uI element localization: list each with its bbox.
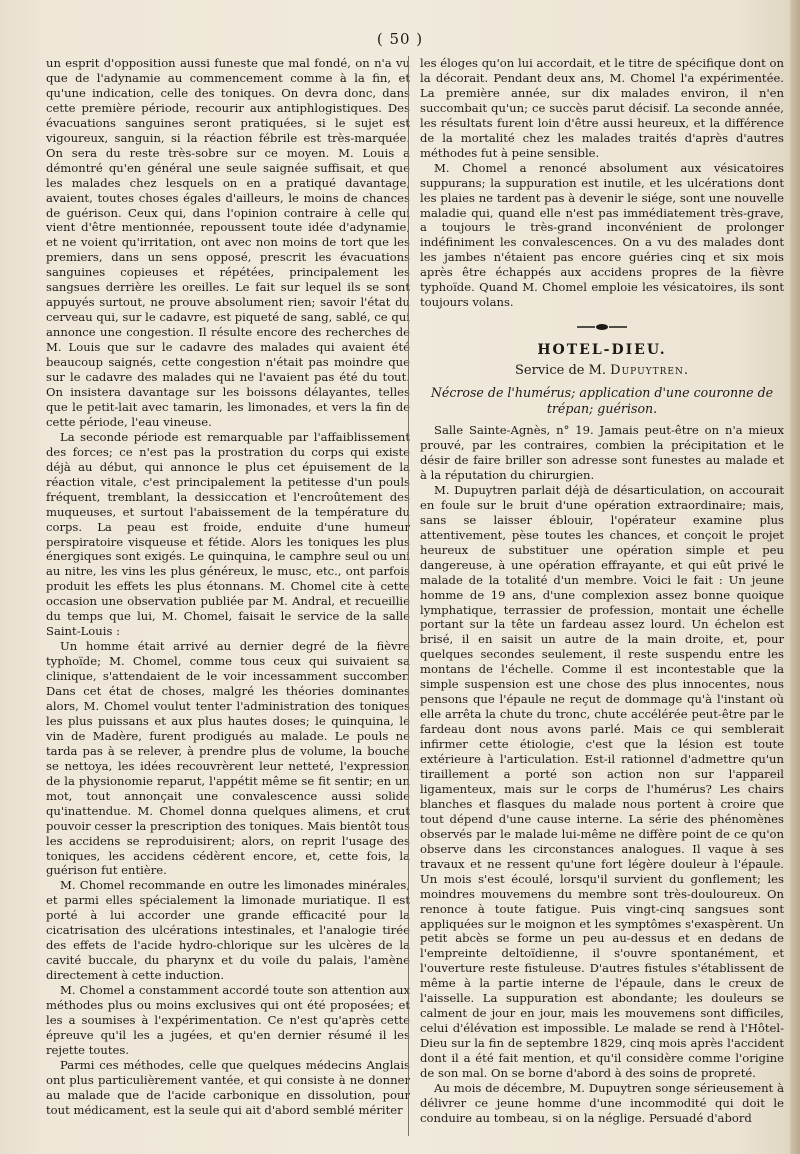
service-prefix: Service de M. xyxy=(515,363,607,379)
left-paragraph-6: Parmi ces méthodes, celle que quelques médecins Anglais ont plus particulièrement vantée, et qui consiste à ne donner au malade que de l'acide carbonique en dissolution, pour tout médicament, est la seule qui ait d'abord semblé mériter xyxy=(46,1057,410,1117)
right-paragraph-2: M. Chomel a renoncé absolument aux vésicatoires suppurans; la suppuration est inutile, et les ulcérations dont les plaies ne tardent pas à devenir le siége, sont une nouvelle maladie qui, quand elle n'est pas immédiatement très-grave, a toujours le très-grand inconvénient de prolonger indéfiniment les convalescences. On a vu des malades dont les jambes n'étaient pas encore guéries cinq et six mois après être échappés aux accidens propres de la fièvre typhoïde. Quand M. Chomel emploie les vésicatoires, ils sont toujours volans. xyxy=(420,160,784,310)
case-title: Nécrose de l'humérus; application d'une couronne de trépan; guérison. xyxy=(430,385,774,417)
right-column xyxy=(420,56,784,1126)
column-divider xyxy=(408,56,409,1136)
section-ornament xyxy=(420,320,784,335)
left-paragraph-3: Un homme était arrivé au dernier degré de la fièvre typhoïde; M. Chomel, comme tous ceux qui suivaient sa clinique, s'attendaient de le voir incessamment succomber. Dans cet état de choses, malgré les théories dominantes alors, M. Chomel voulut tenter l'administration des toniques les plus puissans et aux plus hautes doses; le quinquina, le vin de Madère, furent prodigués au malade. Le pouls ne tarda pas à se relever, à prendre plus de volume, la bouche se nettoya, les idées recouvrèrent leur netteté, l'expression de la physionomie reparut, l'appétit même se fit sentir; en un mot, tout annonçait une convalescence aussi solide qu'inattendue. M. Chomel donna quelques alimens, et crut pouvoir cesser la prescription des toniques. Mais bientôt tous les accidens se reproduisirent; alors, on reprit l'usage des toniques, les accidens cédèrent encore, et, cette fois, la guérison fut entière. xyxy=(46,639,410,878)
case-paragraph-3: Au mois de décembre, M. Dupuytren songe sérieusement à délivrer ce jeune homme d'une incommodité qui doit le conduire au tombeau, si on la néglige. Persuadé d'abord xyxy=(420,1081,784,1125)
left-paragraph-2: La seconde période est remarquable par l'affaiblissement des forces; ce n'est pas la prostration du corps qui existe déjà au début, qui annonce le plus cet épuisement de la réaction vitale, c'est principalement la petitesse d'un pouls fréquent, tremblant, la dessiccation et l'encroûtement des muqueuses, et surtout l'abaissement de la température du corps. La peau est froide, enduite d'une humeur perspiratoire visqueuse et fétide. Alors les toniques les plus énergiques sont exigés. Le quinquina, le camphre seul ou uni au nitre, les vins les plus généreux, le musc, etc., ont parfois produit les effets les plus étonnans. M. Chomel cite à cette occasion une observation publiée par M. Andral, et recueillie du temps que lui, M. Chomel, faisait le service de la salle Saint-Louis : xyxy=(46,429,410,639)
left-column xyxy=(46,56,410,1118)
left-paragraph-5: M. Chomel a constamment accordé toute son attention aux méthodes plus ou moins exclusives qui ont été proposées; et les a soumises à l'expérimentation. Ce n'est qu'après cette épreuve qu'il les a jugées, et qu'en dernier résumé il les rejette toutes. xyxy=(46,983,410,1057)
page-binding-edge xyxy=(790,0,800,1154)
left-paragraph-1: un esprit d'opposition aussi funeste que mal fondé, on n'a vu que de l'adynamie au commencement comme à la fin, et qu'une indication, celle des toniques. On devra donc, dans cette première période, recourir aux antiphlogistiques. Des évacuations sanguines seront pratiquées, si le sujet est vigoureux, sanguin, si la réaction fébrile est très-marquée. On sera du reste très-sobre sur ce moyen. M. Louis a démontré qu'en général une seule saignée suffisait, et que les malades chez lesquels on en a pratiqué davantage, avaient, toutes choses égales d'ailleurs, le moins de chances de guérison. Ceux qui, dans l'opinion contraire à celle qui vient d'être mentionnée, repoussent toute idée d'adynamie, et ne voient qu'irritation, ont avec non moins de tort que les premiers, dans un sens opposé, prescrit les évacuations sanguines copieuses et répétées, principalement les sangsues derrière les oreilles. Le fait sur lequel ils se sont appuyés surtout, ne prouve absolument rien; savoir l'état du cerveau qui, sur le cadavre, est piqueté de sang, sablé, ce qui annonce une congestion. Il résulte encore des recherches de M. Louis que sur le cadavre des malades qui avaient été beaucoup saignés, cette congestion n'était pas moindre que sur le cadavre des malades qui ne l'avaient pas été du tout. On insistera davantage sur les boissons délayantes, telles que le petit-lait avec tamarin, les limonades, et vers la fin de cette période, l'eau vineuse. xyxy=(46,56,410,429)
service-line xyxy=(420,364,784,379)
right-paragraph-1: les éloges qu'on lui accordait, et le titre de spécifique dont on la décorait. Pendant deux ans, M. Chomel l'a expérimentée. La première année, sur dix malades environ, il n'en succombait qu'un; ce succès parut décisif. La seconde année, les résultats furent loin d'être aussi heureux, et la différence de la mortalité chez les malades traités d'après d'autres méthodes fut à peine sensible. xyxy=(420,56,784,160)
case-paragraph-2: M. Dupuytren parlait déjà de désarticulation, on accourait en foule sur le bruit d'une opération extraordinaire; mais, sans se laisser éblouir, l'opérateur examine plus attentivement, pèse toutes les chances, et conçoit le projet heureux de substituer une opération simple et peu dangereuse, à une opération effrayante, et qui eût privé le malade de la totalité d'un membre. Voici le fait : Un jeune homme de 19 ans, d'une complexion assez bonne quoique lymphatique, terrassier de profession, montait une échelle portant sur la tête un fardeau assez lourd. Un échelon est brisé, il en saisit un autre de la main droite, et, pour quelques secondes seulement, il reste suspendu entre les montans de l'échelle. Comme il est incontestable que la simple suspension est une chose des plus innocentes, nous pensons que l'épaule ne reçut de dommage qu'à l'instant où elle arrêta la chute du tronc, chute accélérée peut-être par le fardeau dont nous avons parlé. Mais ce qui semblerait infirmer cette étiologie, c'est que la lésion est toute extérieure à l'articulation. Est-il rationnel d'admettre qu'un tiraillement a porté son action non sur l'appareil ligamenteux, mais sur le corps de l'humérus? Les chairs blanches et flasques du malade nous portent à croire que tout dépend d'une cause interne. La série des phénomènes observés par le malade lui-même ne diffère point de ce qu'on observe dans les circonstances analogues. Il vaque à ses travaux et ne ressent qu'une fort légère douleur à l'épaule. Un mois s'est écoulé, lorsqu'il survient du gonflement; les moindres mouvemens du membre sont très-douloureux. On renonce à toute fatigue. Puis vingt-cinq sangsues sont appliquées sur le moignon et les symptômes s'exaspèrent. Un petit abcès se forme un peu au-dessus et en dedans de l'empreinte deltoïdienne, il s'ouvre spontanément, et l'ouverture reste fistuleuse. D'autres fistules s'établissent de même à la partie interne de l'épaule, dans le creux de l'aisselle. La suppuration est abondante; les douleurs se calment de jour en jour, mais les mouvemens sont difficiles, celui d'élévation est impossible. Le malade se rend à l'Hôtel-Dieu sur la fin de septembre 1829, cinq mois après l'accident dont il a été fait mention, et qu'il considère comme l'origine de son mal. On se borne d'abord à des soins de propreté. xyxy=(420,482,784,1081)
hospital-heading: HOTEL-DIEU. xyxy=(537,342,667,359)
service-surgeon-name: Dupuytren. xyxy=(610,363,689,379)
left-paragraph-4: M. Chomel recommande en outre les limonades minérales, et parmi elles spécialement la limonade muriatique. Il est porté à lui accorder une grande efficacité pour la cicatrisation des ulcérations intestinales, et l'analogie tirée des effets de l'acide hydro-chlorique sur les ulcères de la cavité buccale, du pharynx et du voile du palais, l'amène directement à cette induction. xyxy=(46,878,410,983)
case-paragraph-1: Salle Sainte-Agnès, n° 19. Jamais peut-être on n'a mieux prouvé, par les contraires, combien la précipitation et le désir de faire briller son adresse sont funestes au malade et à la réputation du chirurgien. xyxy=(420,423,784,482)
page-number: ( 50 ) xyxy=(376,30,424,48)
ornament-rule-icon xyxy=(577,323,627,331)
